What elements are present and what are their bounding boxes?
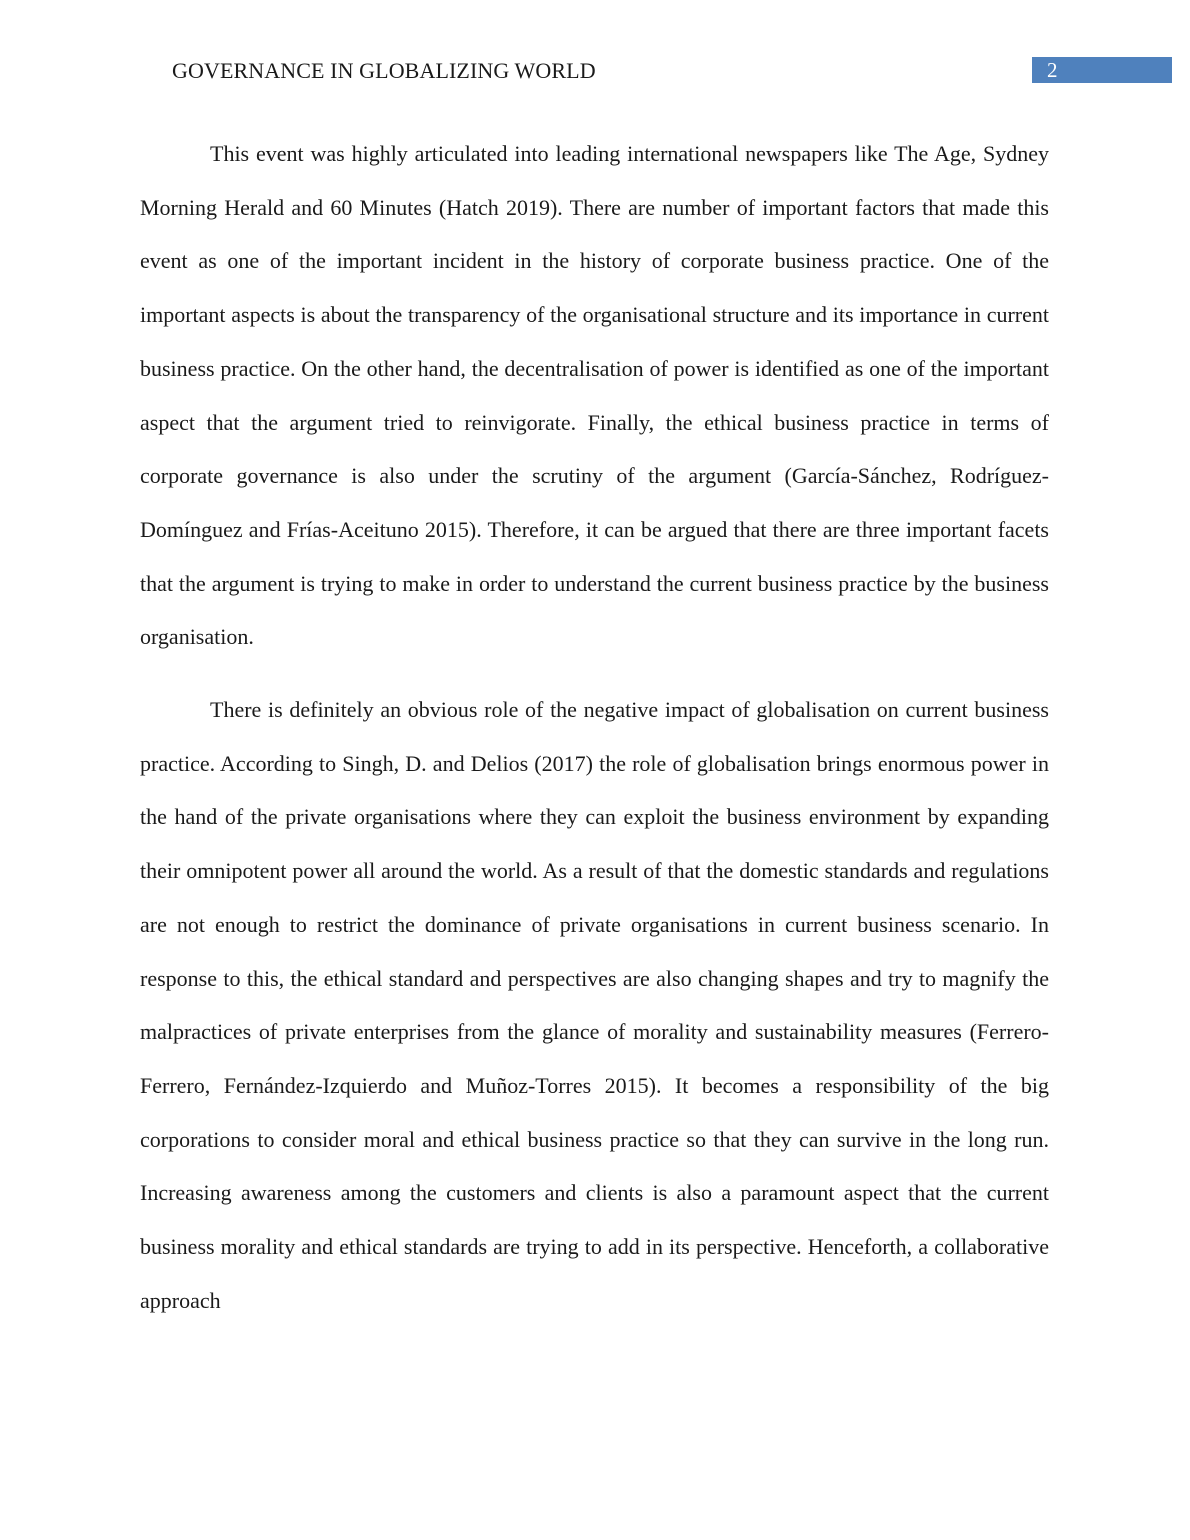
body-text — [140, 127, 1049, 1327]
paragraph-2: There is definitely an obvious role of the negative impact of globalisation on current business practice. According to Singh, D. and Delios (2017) the role of globalisation brings enormous power in the hand of the private organisations where they can exploit the business environment by expanding their omnipotent power all around the world. As a result of that the domestic standards and regulations are not enough to restrict the dominance of private organisations in current business scenario. In response to this, the ethical standard and perspectives are also changing shapes and try to magnify the malpractices of private enterprises from the glance of morality and sustainability measures (Ferrero-Ferrero, Fernández-Izquierdo and Muñoz-Torres 2015). It becomes a responsibility of the big corporations to consider moral and ethical business practice so that they can survive in the long run. Increasing awareness among the customers and clients is also a paramount aspect that the current business morality and ethical standards are trying to add in its perspective. Henceforth, a collaborative approach — [140, 697, 1049, 1313]
page-number: 2 — [1032, 57, 1172, 83]
paragraph-1: This event was highly articulated into leading international newspapers like The Age, Sydney Morning Herald and 60 Minutes (Hatch 2019). There are number of important factors that made this event as one of the important incident in the history of corporate business practice. One of the important aspects is about the transparency of the organisational structure and its importance in current business practice. On the other hand, the decentralisation of power is identified as one of the important aspect that the argument tried to reinvigorate. Finally, the ethical business practice in terms of corporate governance is also under the scrutiny of the argument (García-Sánchez, Rodríguez-Domínguez and Frías-Aceituno 2015). Therefore, it can be argued that there are three important facets that the argument is trying to make in order to understand the current business practice by the business organisation. — [140, 141, 1049, 650]
running-head: GOVERNANCE IN GLOBALIZING WORLD — [172, 58, 596, 83]
